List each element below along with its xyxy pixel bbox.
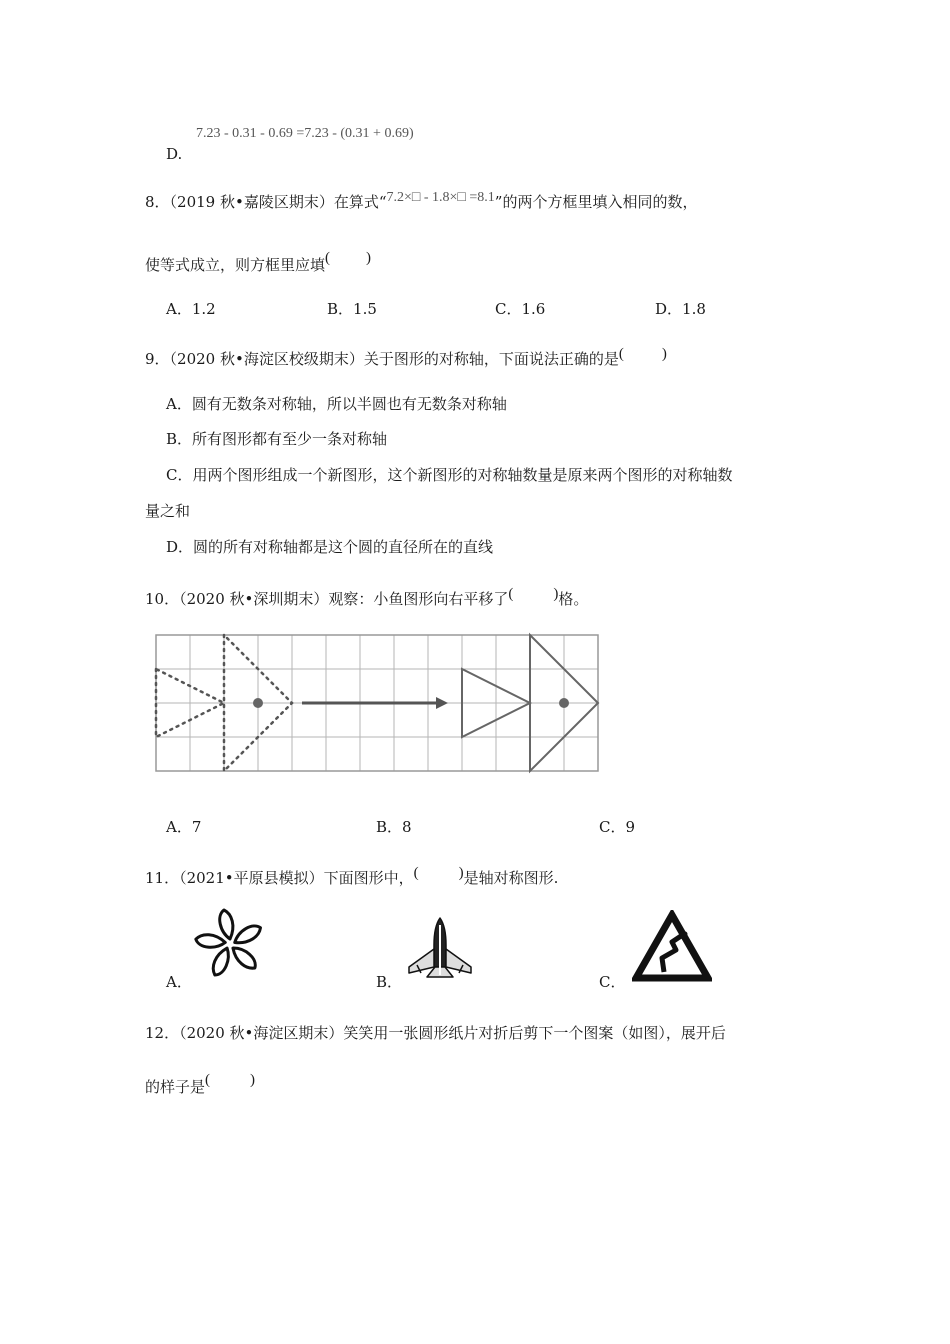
q11-source: （2021•平原县模拟） [179, 869, 324, 887]
q11-option-a-label: A． [166, 973, 192, 991]
translated-fish-eye [559, 698, 569, 708]
q8-text-before: 在算式“ [333, 193, 387, 211]
q9-option-c-line1: C．用两个图形组成一个新图形，这个新图形的对称轴数量是原来两个图形的对称轴数 [166, 466, 733, 484]
q9-option-c-line2: 量之和 [145, 502, 191, 520]
q8-number: 8． [145, 193, 170, 211]
q12-answer-paren-close: ) [250, 1072, 256, 1088]
q8-source: （2019 秋•嘉陵区期末） [169, 193, 334, 211]
q11-option-b-fighter-jet-icon [405, 915, 475, 981]
q10-source: （2020 秋•深圳期末） [179, 590, 329, 608]
translation-arrow [302, 697, 448, 709]
q12-number: 12． [145, 1024, 180, 1042]
q12-answer-paren-open: ( [205, 1072, 211, 1088]
q10-text: 观察：小鱼图形向右平移了 [328, 590, 509, 608]
q9-option-d: D．圆的所有对称轴都是这个圆的直径所在的直线 [166, 538, 494, 556]
q9-answer-paren-close: ) [661, 346, 667, 362]
q11-stem [145, 867, 558, 888]
q10-number: 10． [145, 590, 180, 608]
q10-option-c: C．9 [599, 818, 636, 836]
q8-stem-line2 [145, 250, 372, 275]
q7-option-d-formula: 7.23 - 0.31 - 0.69 =7.23 - (0.31 + 0.69) [196, 126, 414, 141]
original-fish-eye [253, 698, 263, 708]
q8-option-a: A．1.2 [166, 300, 216, 318]
q8-option-d: D．1.8 [655, 300, 706, 318]
q12-stem-line2 [145, 1072, 256, 1097]
q10-option-a: A．7 [166, 818, 202, 836]
q11-answer-paren-open: ( [413, 865, 419, 881]
q11-answer-paren-close: ) [458, 865, 464, 881]
q8-formula: 7.2×□ - 1.8×□ =8.1 [386, 190, 495, 205]
q11-number: 11． [145, 869, 180, 887]
q12-stem-line1 [145, 1022, 726, 1043]
q12-line2: 的样子是 [145, 1078, 206, 1096]
q12-text: 笑笑用一张圆形纸片对折后剪下一个图案（如图），展开后 [343, 1024, 726, 1042]
q10-text-after: 格。 [558, 590, 589, 608]
q9-stem [145, 348, 667, 369]
q11-option-a-pinwheel-flower-icon [190, 904, 270, 984]
q9-option-b: B．所有图形都有至少一条对称轴 [166, 430, 388, 448]
q9-answer-paren-open: ( [618, 346, 624, 362]
q8-line2: 使等式成立，则方框里应填 [145, 256, 326, 274]
q7-option-d-label: D. [166, 145, 183, 163]
q9-source: （2020 秋•海淀区校级期末） [169, 350, 364, 368]
q10-answer-paren-open: ( [508, 586, 514, 602]
q9-text: 关于图形的对称轴，下面说法正确的是 [363, 350, 619, 368]
q9-option-a: A．圆有无数条对称轴，所以半圆也有无数条对称轴 [166, 395, 507, 413]
q11-text: 下面图形中， [323, 869, 414, 887]
q10-answer-paren-close: ) [553, 586, 559, 602]
q8-answer-paren-close: ) [366, 250, 372, 266]
q11-option-c-winding-road-sign-icon [632, 910, 712, 982]
q8-stem-line1 [145, 191, 697, 212]
q10-fish-translation-grid [152, 632, 602, 774]
q8-option-c: C．1.6 [495, 300, 546, 318]
q11-option-c-label: C． [599, 973, 626, 991]
q10-option-b: B．8 [376, 818, 412, 836]
q8-answer-paren-open: ( [325, 250, 331, 266]
q11-text-after: 是轴对称图形. [463, 869, 559, 887]
q10-stem [145, 588, 588, 609]
q8-option-b: B．1.5 [327, 300, 377, 318]
q9-number: 9． [145, 350, 170, 368]
q11-option-b-label: B． [376, 973, 403, 991]
q8-text-after: ”的两个方框里填入相同的数， [494, 193, 698, 211]
q12-source: （2020 秋•海淀区期末） [179, 1024, 344, 1042]
